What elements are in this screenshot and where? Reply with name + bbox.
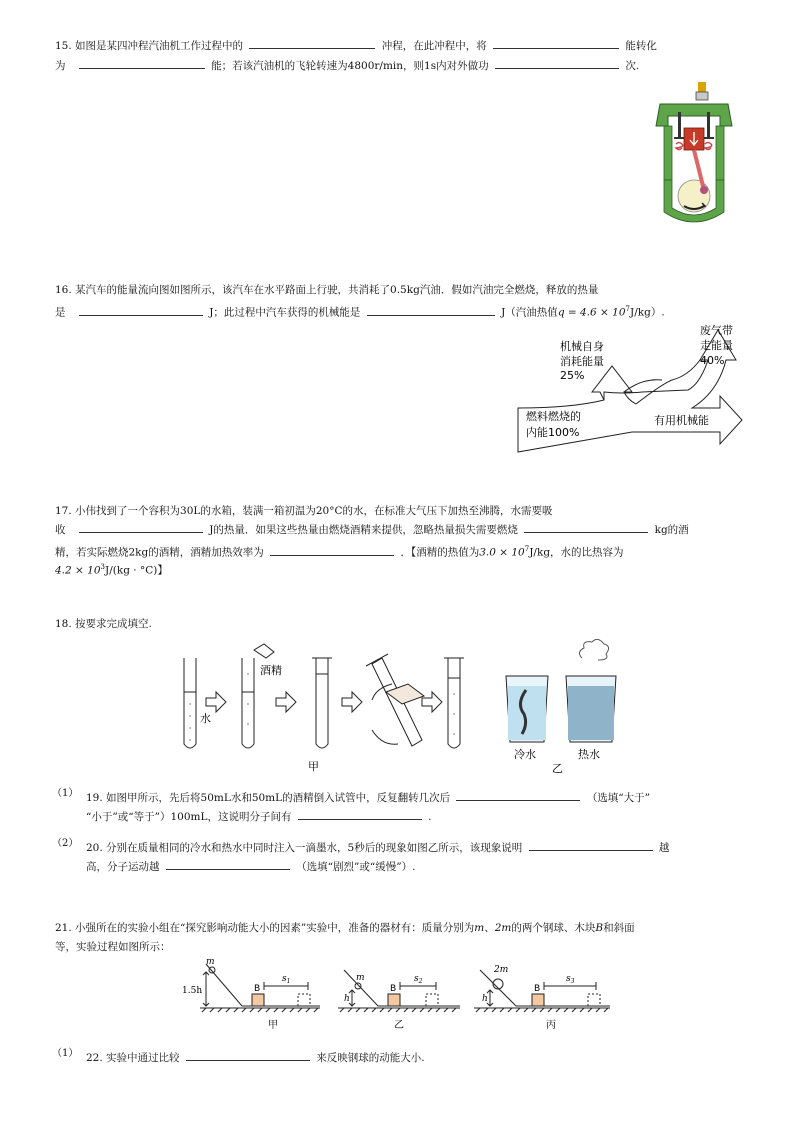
q17-text: 收 <box>55 524 66 536</box>
q15-blank-1[interactable] <box>249 38 375 49</box>
q17-blank-3[interactable] <box>270 545 394 556</box>
test-tube-2 <box>242 658 254 748</box>
q18-sub2-line1 <box>86 838 669 858</box>
q18-blank-2[interactable] <box>298 809 422 820</box>
q15-text: 冲程，在此冲程中，将 <box>381 40 487 52</box>
bing-block: B <box>534 984 541 994</box>
q18-sub1-line2 <box>86 807 431 827</box>
q16-text: J；此过程中汽车获得的机械能是 <box>209 306 361 319</box>
q17-formula-exp: 7 <box>524 545 530 553</box>
q16-line2 <box>55 299 665 323</box>
q18-text: 20. 分别在质量相同的冷水和热水中同时注入一滴墨水，5秒后的现象如图乙所示，该现象说明 <box>86 842 523 854</box>
q16-blank-2[interactable] <box>367 305 495 316</box>
q18-sub2-line2 <box>86 857 416 877</box>
q21-blank-1[interactable] <box>186 1050 310 1061</box>
q18-blank-1[interactable] <box>456 790 580 801</box>
q18-text: 19. 如图甲所示，先后将50mL水和50mL的酒精倒入试管中，反复翻转几次后 <box>86 792 451 804</box>
arrow-right-icon <box>342 692 362 712</box>
q16-line1: 16. 某汽车的能量流向图如图所示，该汽车在水平路面上行驶，共消耗了0.5kg汽油．假如汽油完全燃烧，释放的热量 <box>55 284 599 296</box>
q17-text: J/kg，水的比热容为 <box>529 546 624 559</box>
q21-block-b: B <box>595 922 604 934</box>
q17-text: J的热量．如果这些热量由燃烧酒精来提供，忽略热量损失需要燃烧 <box>209 524 518 536</box>
q15-line2 <box>55 56 639 76</box>
q18-text: （选填“大于” <box>586 792 651 804</box>
q18-title: 18. 按要求完成填空. <box>55 618 152 630</box>
spark-plug <box>698 82 706 92</box>
bing-label: 丙 <box>546 1020 556 1031</box>
q17-line2 <box>55 520 689 540</box>
steam-icon <box>579 639 608 660</box>
q17-blank-2[interactable] <box>524 522 648 533</box>
q18-text: “小于”或“等于”）100mL，这说明分子间有 <box>86 811 292 823</box>
label-water: 水 <box>200 712 211 725</box>
mech-loss-label-1: 机械自身 <box>560 340 604 353</box>
q21-text: 的两个钢球、木块 <box>511 922 596 934</box>
q18-sub1-num: （1） <box>52 788 79 799</box>
arrow-right-icon <box>422 692 442 712</box>
rotate-arrow-icon <box>372 730 398 744</box>
q17-formula: 4.2 × 10 <box>55 564 101 577</box>
q18-sub1-line1 <box>86 788 650 808</box>
test-tube-3 <box>316 658 328 748</box>
q21-text: 和斜面 <box>603 922 635 934</box>
test-tube-1 <box>184 658 196 748</box>
label-yi: 乙 <box>552 762 563 775</box>
q18-text: . <box>428 811 432 823</box>
jia-block: B <box>254 984 261 994</box>
q16-text: J（汽油热值 <box>501 306 558 319</box>
mech-loss-label-3: 25% <box>560 369 585 382</box>
q16-formula-unit: J/kg）. <box>630 306 665 319</box>
q21-line1 <box>55 918 635 938</box>
hand-icon <box>386 684 424 704</box>
q17-text: ．【酒精的热值为 <box>400 546 480 559</box>
q15-blank-4[interactable] <box>495 58 619 69</box>
bing-mass: 2m <box>494 965 509 975</box>
q15-blank-3[interactable] <box>79 58 205 69</box>
q16-formula-exp: 7 <box>625 305 631 313</box>
label-jia: 甲 <box>308 760 319 773</box>
mech-loss-label-2: 消耗能量 <box>560 355 604 368</box>
label-hot: 热水 <box>578 748 600 761</box>
q16-formula: q = 4.6 × 10 <box>557 306 626 319</box>
arrow-right-icon <box>276 692 296 712</box>
jia-mass: m <box>206 957 215 967</box>
q21-sub1-line <box>86 1048 425 1068</box>
q17-text: 精，若实际燃烧2kg的酒精，酒精加热效率为 <box>55 546 264 559</box>
cylinder-head <box>656 104 732 126</box>
arrow-right-icon <box>206 692 226 712</box>
q18-blank-4[interactable] <box>166 859 290 870</box>
fuel-label-1: 燃料燃烧的 <box>526 410 581 423</box>
q15-text: 为 <box>55 60 66 72</box>
q15-line1 <box>55 36 657 56</box>
fuel-label-2: 内能100% <box>526 426 580 439</box>
yi-height: h <box>344 994 350 1004</box>
q15-text: 次. <box>625 60 640 72</box>
engine-figure <box>652 82 736 228</box>
q18-text: （选填“剧烈”或“缓慢”）. <box>296 861 416 873</box>
q16-blank-1[interactable] <box>79 305 203 316</box>
yi-block: B <box>390 984 397 994</box>
bing-height: h <box>482 994 488 1004</box>
q18-sub2-num: （2） <box>52 838 79 849</box>
q17-line4 <box>55 557 168 581</box>
bing-distance: $s_3$ <box>566 974 575 985</box>
q21-figure <box>180 956 620 1034</box>
q21-text: 、 <box>484 922 495 934</box>
q18-figure <box>176 634 636 776</box>
jia-label: 甲 <box>268 1020 278 1031</box>
label-alcohol: 酒精 <box>260 664 282 677</box>
q21-text: 21. 小强所在的实验小组在“探究影响动能大小的因素”实验中，准备的器材有：质量分别为 <box>55 922 475 934</box>
q18-text: 越 <box>658 842 670 854</box>
q21-line2: 等，实验过程如图所示： <box>55 941 171 953</box>
yi-label: 乙 <box>394 1020 404 1031</box>
q15-text: 能转化 <box>625 40 657 52</box>
q21-mass-m: m <box>474 922 485 934</box>
q17-formula: 3.0 × 10 <box>479 546 525 559</box>
q15-text: 能；若该汽油机的飞轮转速为4800r/min，则1s内对外做功 <box>211 60 489 72</box>
q15-text: 15. 如图是某四冲程汽油机工作过程中的 <box>55 40 244 52</box>
test-tube-4 <box>372 658 422 746</box>
q21-text: 22. 实验中通过比较 <box>86 1052 180 1064</box>
yi-mass: m <box>356 973 365 983</box>
jia-distance: $s_1$ <box>282 974 291 985</box>
alcohol-bottle <box>254 644 274 658</box>
jia-height: 1.5h <box>182 986 203 996</box>
q16-text: 是 <box>55 306 66 319</box>
q21-mass-2m: 2m <box>494 922 512 934</box>
label-cold: 冷水 <box>514 748 536 761</box>
waste-label-1: 废气带 <box>700 324 733 337</box>
energy-flow-diagram <box>512 320 748 456</box>
waste-label-3: 40% <box>700 354 725 367</box>
q17-formula-exp: 3 <box>100 563 106 571</box>
mechanical-loss-arrow <box>592 366 636 404</box>
q18-blank-3[interactable] <box>529 840 653 851</box>
yi-distance: $s_2$ <box>414 974 423 985</box>
q17-text: kg的酒 <box>654 524 689 536</box>
waste-label-2: 走能量 <box>700 339 733 352</box>
q17-line1: 17. 小伟找到了一个容积为30L的水箱，装满一箱初温为20°C的水，在标准大气压下加热至沸腾，水需要吸 <box>55 505 553 517</box>
q18-text: 高，分子运动越 <box>86 861 160 873</box>
q15-blank-2[interactable] <box>493 38 619 49</box>
q21-text: 来反映钢球的动能大小. <box>316 1052 425 1064</box>
useful-label: 有用机械能 <box>654 414 709 427</box>
q17-text: J/(kg · °C)】 <box>105 564 168 577</box>
panel-bing <box>474 970 610 1012</box>
q17-blank-1[interactable] <box>79 522 203 533</box>
q21-sub1-num: （1） <box>52 1048 79 1059</box>
